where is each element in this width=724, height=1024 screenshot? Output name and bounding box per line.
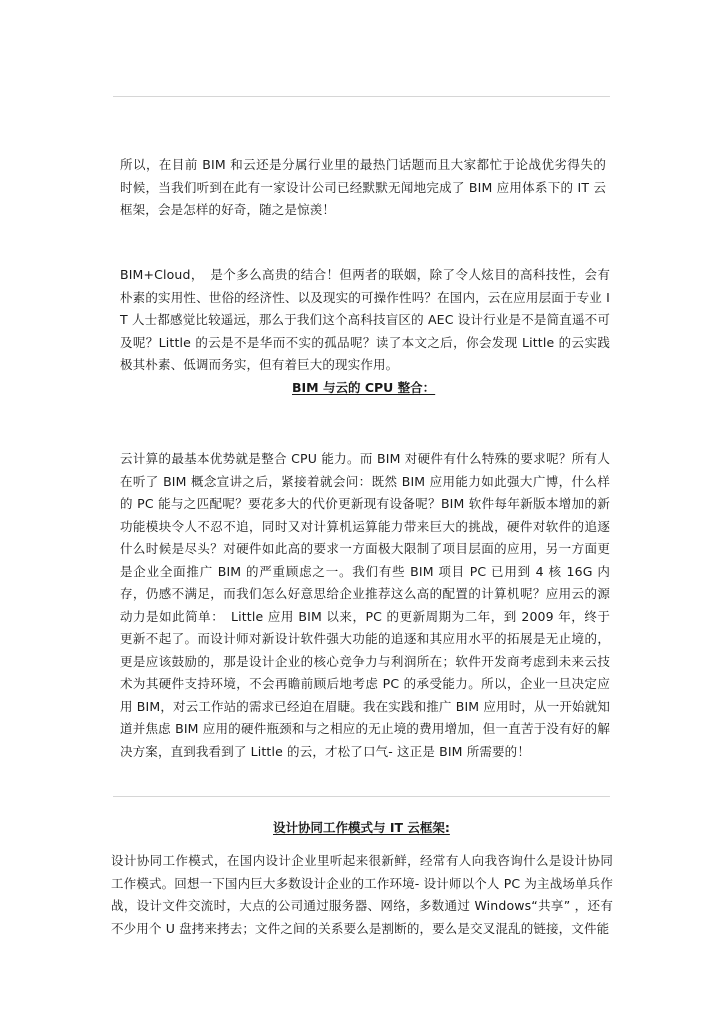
top-divider bbox=[113, 96, 610, 97]
section-heading-collaboration: 设计协同工作模式与 IT 云框架: bbox=[273, 820, 450, 835]
collaboration-paragraph: 设计协同工作模式，在国内设计企业里听起来很新鲜，经常有人向我咨询什么是设计协同工作模式。回想一下国内巨大多数设计企业的工作环境- 设计师以个人 PC 为主战场单兵作战，设计文件交流时，大点的公司通过服务器、网络，多数通过 Windows“共享” ，还有不少用个 U 盘拷来拷去；文件之间的关系要么是割断的，要么是交叉混乱的链接，文件能 bbox=[111, 853, 613, 936]
section-divider bbox=[113, 796, 610, 797]
section-heading-cpu: BIM 与云的 CPU 整合： bbox=[292, 380, 436, 395]
bim-cloud-paragraph: BIM+Cloud， 是个多么高贵的结合！但两者的联姻，除了令人炫目的高科技性，会有朴素的实用性、世俗的经济性、以及现实的可操作性吗？在国内，云在应用层面于专业 IT 人士都感觉比较遥远，那么于我们这个高科技盲区的 AEC 设计行业是不是简直遥不可及呢？Little 的云是不是华而不实的孤品呢？读了本文之后，你会发现 Little 的云实践极其朴素、低调而务实，但有着巨大的现实作用。 bbox=[120, 267, 610, 372]
intro-paragraph: 所以，在目前 BIM 和云还是分属行业里的最热门话题而且大家都忙于论战优劣得失的时候，当我们听到在此有一家设计公司已经默默无闻地完成了 BIM 应用体系下的 IT 云框架，会是怎样的好奇，随之是惊羡！ bbox=[120, 157, 606, 217]
cpu-integration-paragraph: 云计算的最基本优势就是整合 CPU 能力。而 BIM 对硬件有什么特殊的要求呢？所有人在听了 BIM 概念宣讲之后，紧接着就会问：既然 BIM 应用能力如此强大广博，什么样的 PC 能与之匹配呢？要花多大的代价更新现有设备呢？BIM 软件每年新版本增加的新功能模块令人不忍不追，同时又对计算机运算能力带来巨大的挑战，硬件对软件的追逐什么时候是尽头？对硬件如此高的要求一方面极大限制了项目层面的应用，另一方面更是企业全面推广 BIM 的严重顾虑之一。我们有些 BIM 项目 PC 已用到 4 核 16G 内存，仍感不满足，而我们怎么好意思给企业推荐这么高的配置的计算机呢？应用云的源动力是如此简单： Little 应用 BIM 以来，PC 的更新周期为二年，到 2009 年，终于更新不起了。而设计师对新设计软件强大功能的追逐和其应用水平的拓展是无止境的，更是应该鼓励的，那是设计企业的核心竞争力与利润所在；软件开发商考虑到未来云技术为其硬件支持环境，不会再瞻前顾后地考虑 PC 的承受能力。所以，企业一旦决定应用 BIM，对云工作站的需求已经迫在眉睫。我在实践和推广 BIM 应用时，从一开始就知道并焦虑 BIM 应用的硬件瓶颈和与之相应的无止境的费用增加，但一直苦于没有好的解决方案，直到我看到了 Little 的云，才松了口气- 这正是 BIM 所需要的！ bbox=[120, 451, 610, 759]
